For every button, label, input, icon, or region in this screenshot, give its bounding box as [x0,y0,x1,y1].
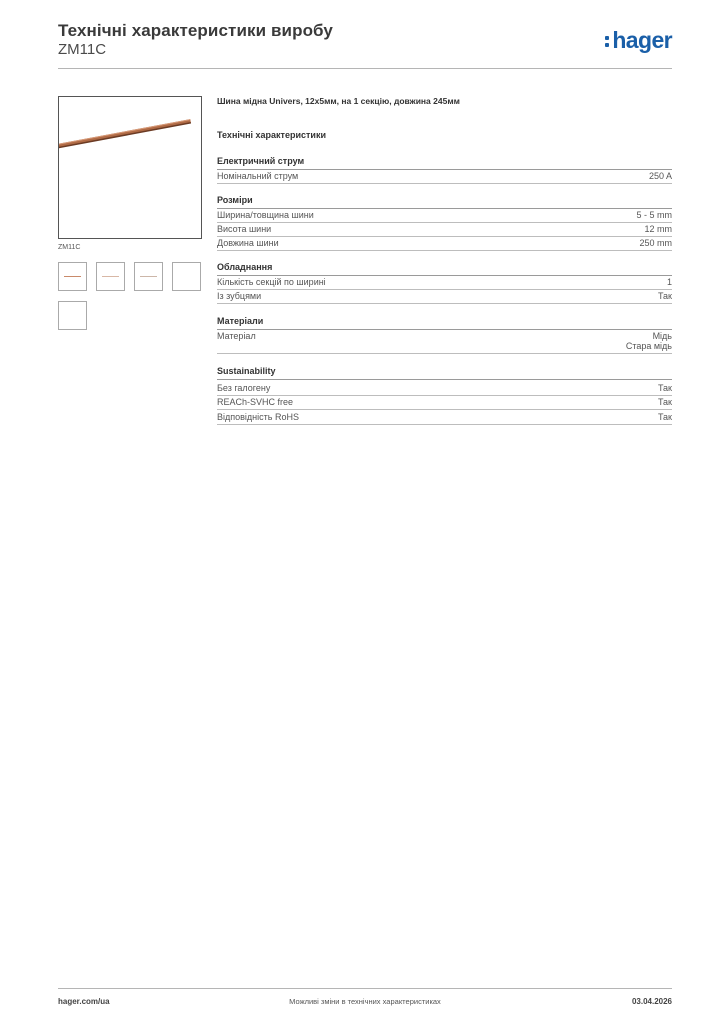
spec-row [217,331,672,354]
spec-value: Так [657,383,672,393]
spec-value: 250 mm [639,238,672,248]
thumbnail-3[interactable] [134,262,163,291]
page-footer [58,988,672,1009]
spec-row [217,291,672,304]
spec-row [217,397,672,410]
spec-key: Без галогену [217,383,271,393]
spec-value: 250 A [648,171,672,181]
group-title-sustainability: Sustainability [217,366,672,380]
spec-value [626,331,672,351]
hager-logo[interactable] [605,26,672,54]
spec-value: 1 [666,277,672,287]
spec-row [217,383,672,396]
group-title-materials: Матеріали [217,316,672,330]
spec-row [217,277,672,290]
spec-row [217,210,672,223]
product-description: Шина мідна Univers, 12x5мм, на 1 секцію, довжина 245мм [217,96,460,106]
spec-row [217,238,672,251]
spec-key: Відповідність RoHS [217,412,299,422]
group-title-equipment: Обладнання [217,262,672,276]
spec-row [217,171,672,184]
spec-key: Кількість секцій по ширині [217,277,326,287]
spec-value: Так [657,412,672,422]
spec-row [217,412,672,425]
spec-key: Із зубцями [217,291,262,301]
thumbnail-4[interactable] [172,262,201,291]
group-title-electric: Електричний струм [217,156,672,170]
product-code: ZM11C [58,41,107,58]
spec-value: Так [657,291,672,301]
footer-website-link[interactable]: hager.com/ua [58,997,110,1006]
spec-key: Довжина шини [217,238,279,248]
spec-value-line: Мідь [652,331,672,341]
spec-key: Висота шини [217,224,272,234]
page-title: Технічні характеристики виробу [58,21,333,40]
logo-dots-icon [605,33,610,49]
spec-value: Так [657,397,672,407]
image-caption: ZM11C [58,244,81,251]
spec-value: 12 mm [644,224,672,234]
specs-heading: Технічні характеристики [217,130,326,140]
thumbnail-5[interactable] [58,301,87,330]
spec-row [217,224,672,237]
group-title-dimensions: Розміри [217,195,672,209]
spec-value-line: Стара мідь [625,341,672,351]
page-header [58,20,672,69]
thumbnail-2[interactable] [96,262,125,291]
product-main-image[interactable] [58,96,202,239]
spec-value: 5 - 5 mm [636,210,672,220]
spec-key: Номінальний струм [217,171,299,181]
spec-key: Матеріал [217,331,256,341]
footer-date: 03.04.2026 [631,997,672,1006]
spec-key: REACh-SVHC free [217,397,294,407]
copper-busbar-image [59,97,201,238]
thumbnail-1[interactable] [58,262,87,291]
logo-text: hager [612,27,672,53]
footer-disclaimer: Можливі зміни в технічних характеристиках [289,997,441,1006]
spec-key: Ширина/товщина шини [217,210,314,220]
